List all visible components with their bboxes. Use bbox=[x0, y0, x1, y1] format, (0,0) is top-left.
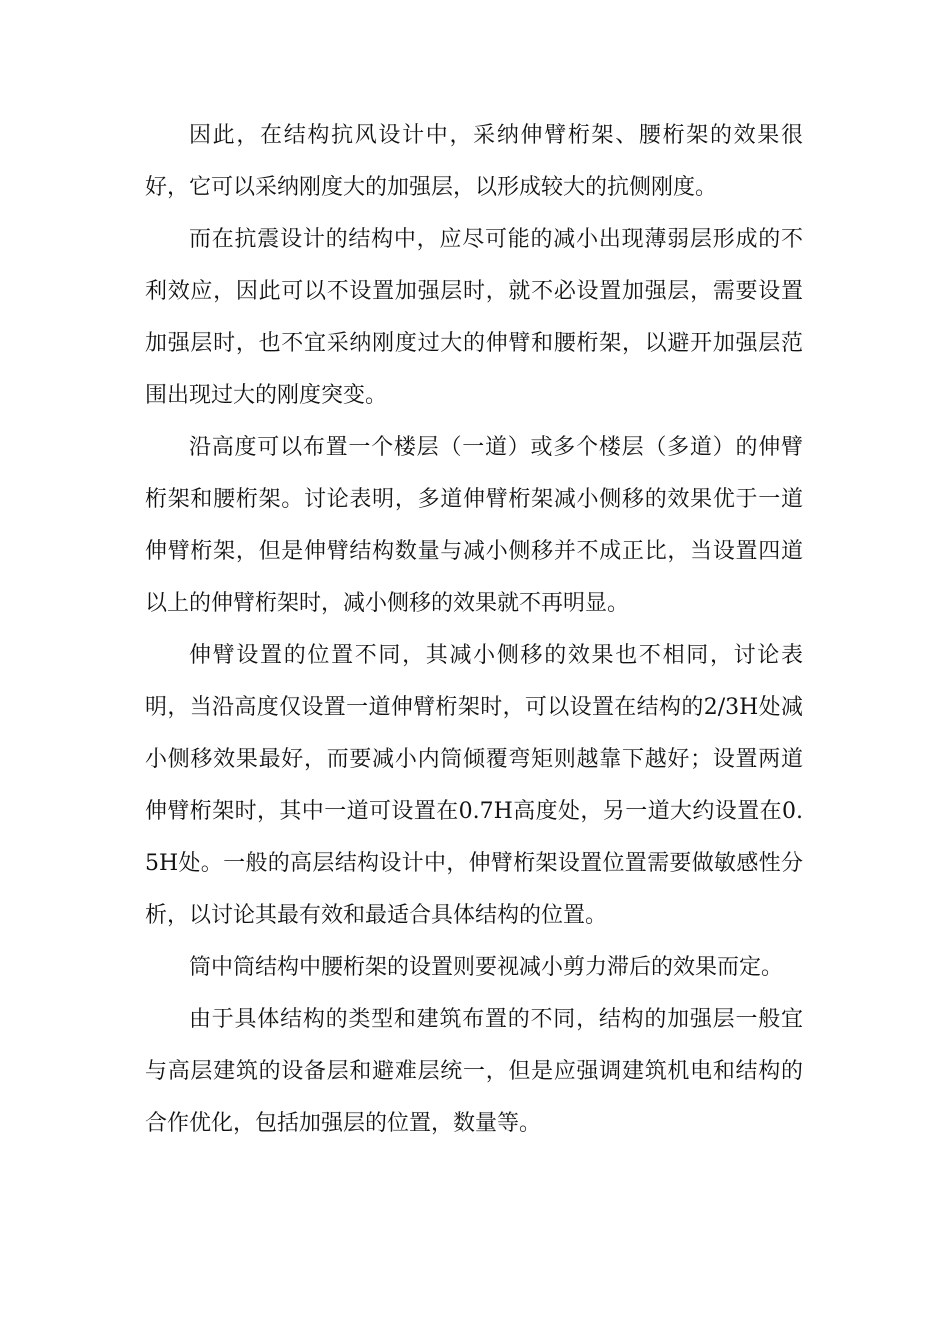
paragraph-outrigger-position: 伸臂设置的位置不同，其减小侧移的效果也不相同，讨论表明，当沿高度仅设置一道伸臂桁架时，可以设置在结构的2/3H处减小侧移效果最好，而要减小内筒倾覆弯矩则越靠下越好；设置两道伸臂桁架时，其中一道可设置在0.7H高度处，另一道大约设置在0.5H处。一般的高层结构设计中，伸臂桁架设置位置需要做敏感性分析，以讨论其最有效和最适合具体结构的位置。 bbox=[145, 643, 803, 928]
paragraph-outrigger-count: 沿高度可以布置一个楼层（一道）或多个楼层（多道）的伸臂桁架和腰桁架。讨论表明，多道伸臂桁架减小侧移的效果优于一道伸臂桁架，但是伸臂结构数量与减小侧移并不成正比，当设置四道以上的伸臂桁架时，减小侧移的效果就不再明显。 bbox=[145, 435, 803, 616]
paragraph-wind-design: 因此，在结构抗风设计中，采纳伸臂桁架、腰桁架的效果很好，它可以采纳刚度大的加强层，以形成较大的抗侧刚度。 bbox=[145, 123, 803, 200]
paragraph-belt-truss: 筒中筒结构中腰桁架的设置则要视减小剪力滞后的效果而定。 bbox=[189, 955, 784, 980]
paragraph-seismic-design: 而在抗震设计的结构中，应尽可能的减小出现薄弱层形成的不利效应，因此可以不设置加强层时，就不必设置加强层，需要设置加强层时，也不宜采纳刚度过大的伸臂和腰桁架，以避开加强层范围出现过大的刚度突变。 bbox=[145, 227, 803, 408]
document-body bbox=[145, 110, 803, 1150]
paragraph-strengthened-story: 由于具体结构的类型和建筑布置的不同，结构的加强层一般宜与高层建筑的设备层和避难层统一，但是应强调建筑机电和结构的合作优化，包括加强层的位置，数量等。 bbox=[145, 1007, 803, 1136]
